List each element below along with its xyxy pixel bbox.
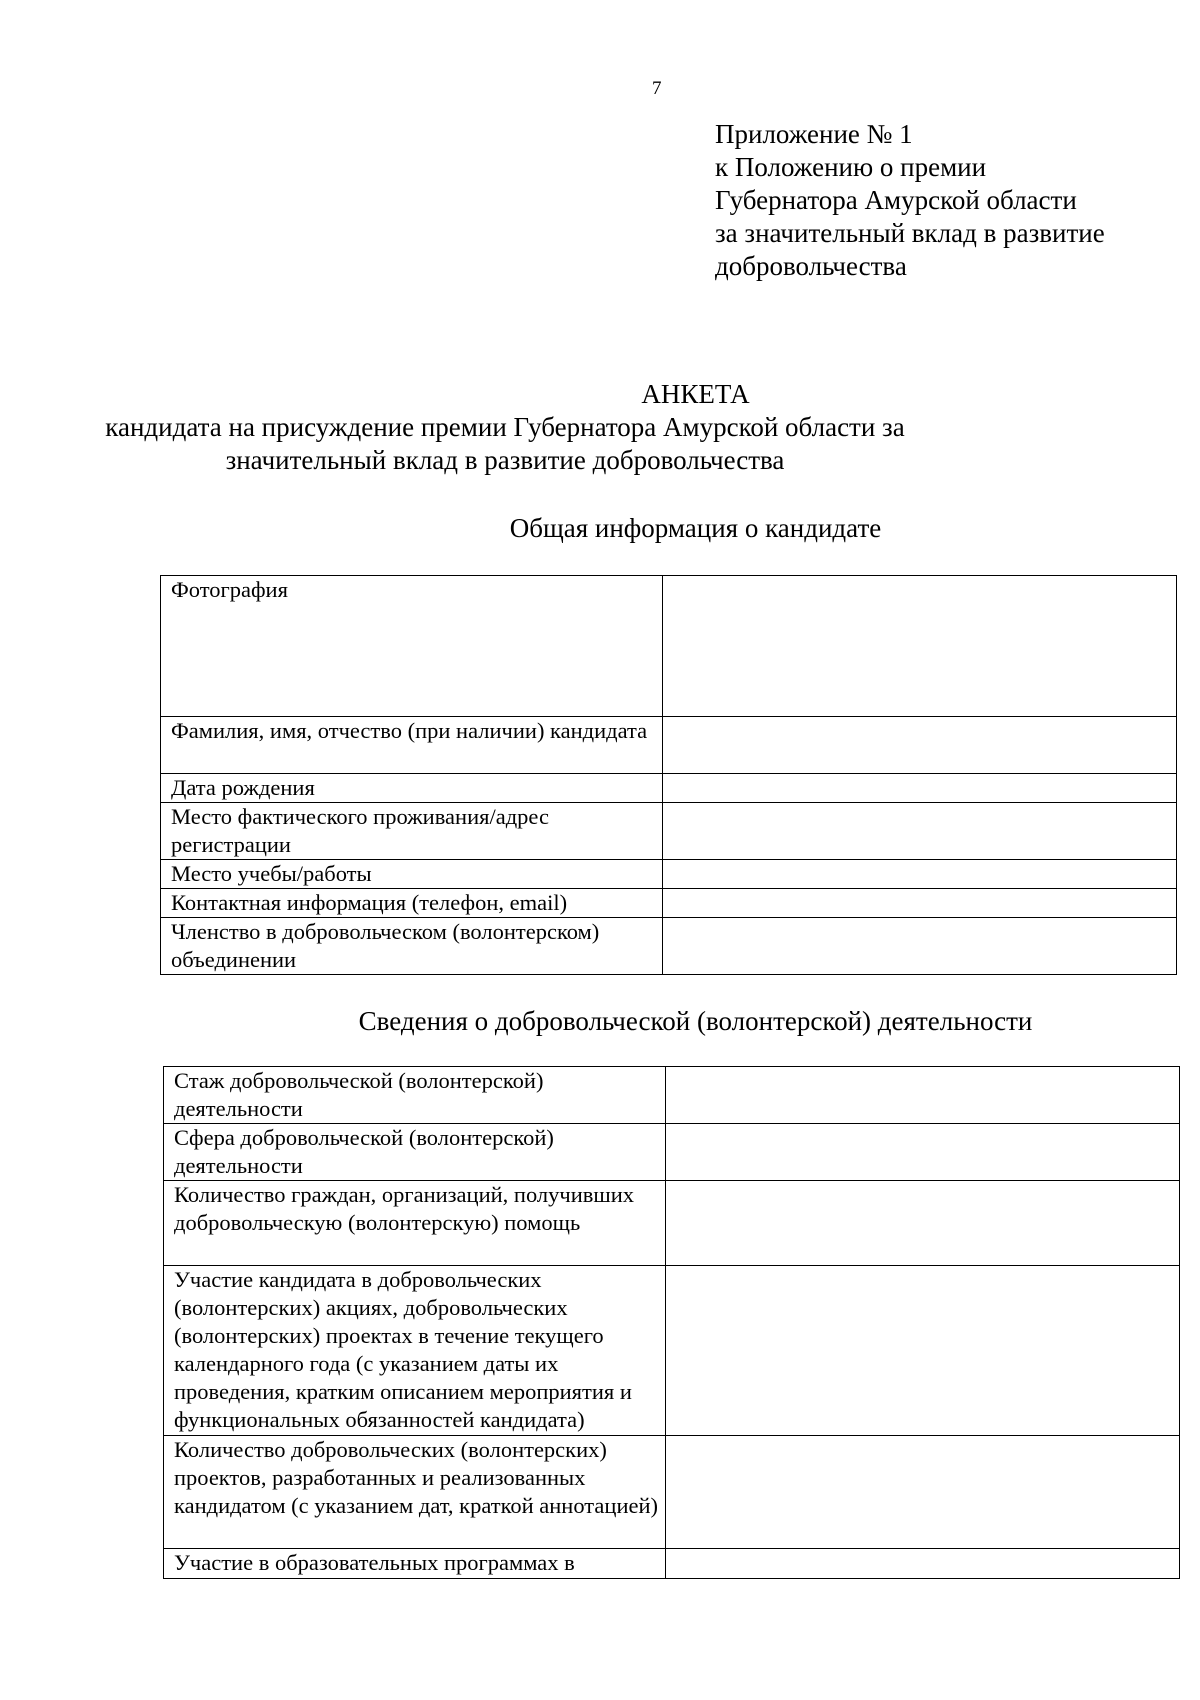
general-info-heading: Общая информация о кандидате [509,513,882,543]
table-row [161,717,1177,774]
document-title: АНКЕТА [641,379,750,409]
row-value-field[interactable] [666,1181,1180,1266]
table-row [164,1124,1180,1181]
row-label: Участие в образовательных программах в [164,1549,666,1579]
row-label: Участие кандидата в добровольческих (волонтерских) акциях, добровольческих (волонтерских) проектах в течение текущего календарного года (с указанием даты их проведения, кратким описанием мероприятия и функциональных обязанностей кандидата) [164,1266,666,1436]
table-row [164,1436,1180,1549]
row-value-field[interactable] [666,1067,1180,1124]
row-value-field[interactable] [663,717,1177,774]
row-value-field[interactable] [663,803,1177,860]
appendix-line: добровольчества [715,251,907,281]
row-value-field[interactable] [666,1266,1180,1436]
row-value-field[interactable] [663,774,1177,803]
document-subtitle-line-2: значительный вклад в развитие добровольчества [225,445,785,475]
general-info-table [160,575,1177,975]
row-label: Фамилия, имя, отчество (при наличии) кандидата [161,717,663,774]
row-value-field[interactable] [666,1124,1180,1181]
activity-info-heading: Сведения о добровольческой (волонтерской) деятельности [358,1006,1033,1036]
appendix-line: Губернатора Амурской области [715,185,1077,215]
row-value-field[interactable] [663,576,1177,717]
row-label: Количество граждан, организаций, получивших добровольческую (волонтерскую) помощь [164,1181,666,1266]
row-label: Дата рождения [161,774,663,803]
table-row [164,1181,1180,1266]
table-row [161,576,1177,717]
table-row [161,803,1177,860]
table-row [161,889,1177,918]
row-label: Контактная информация (телефон, email) [161,889,663,918]
table-row [164,1067,1180,1124]
appendix-line: за значительный вклад в развитие [715,218,1105,248]
activity-info-table [163,1066,1180,1579]
table-row [161,774,1177,803]
row-label: Членство в добровольческом (волонтерском) объединении [161,918,663,975]
table-row [161,918,1177,975]
row-value-field[interactable] [663,860,1177,889]
table-row [161,860,1177,889]
row-label: Стаж добровольческой (волонтерской) деятельности [164,1067,666,1124]
page-number: 7 [652,78,662,99]
row-value-field[interactable] [663,918,1177,975]
appendix-header [715,118,1105,283]
row-label: Место учебы/работы [161,860,663,889]
row-label: Фотография [161,576,663,717]
table-row [164,1549,1180,1579]
appendix-line: Приложение № 1 [715,119,913,149]
appendix-line: к Положению о премии [715,152,987,182]
table-row [164,1266,1180,1436]
row-label: Количество добровольческих (волонтерских) проектов, разработанных и реализованных кандидатом (с указанием дат, краткой аннотацией) [164,1436,666,1549]
row-value-field[interactable] [666,1549,1180,1579]
row-value-field[interactable] [663,889,1177,918]
row-value-field[interactable] [666,1436,1180,1549]
row-label: Место фактического проживания/адрес регистрации [161,803,663,860]
document-subtitle-line-1: кандидата на присуждение премии Губернатора Амурской области за [105,412,905,442]
row-label: Сфера добровольческой (волонтерской) деятельности [164,1124,666,1181]
